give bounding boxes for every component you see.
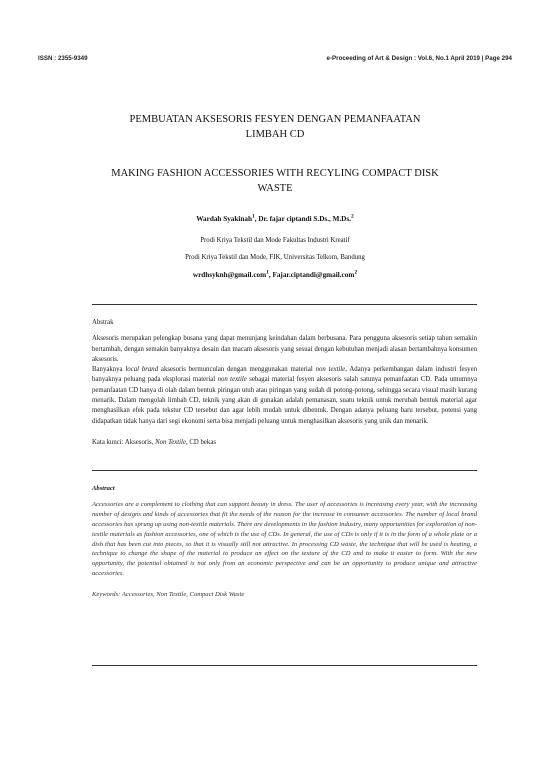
abstrak-text: , Adanya perkembangan dalam industri fesyen banyaknya peluang pada eksplorasi material	[92, 366, 477, 384]
affiliation-1: Prodi Kriya Tekstil dan Mode Fakultas Industri Kreatif	[200, 237, 350, 244]
divider-middle	[92, 470, 477, 471]
author-1: Wardah Syakinah	[196, 215, 252, 223]
divider-top	[92, 304, 477, 305]
abstract-heading: Abstract	[92, 485, 115, 492]
email-2-mark: 2	[354, 269, 358, 276]
title-en-line2: WASTE	[257, 183, 293, 194]
affiliation-2: Prodi Kriya Tekstil dan Mode, FIK, Universitas Telkom, Bandung	[185, 254, 365, 261]
abstrak-heading: Abstrak	[92, 319, 114, 326]
email-1-mark: 1	[266, 269, 269, 276]
abstrak-italic-term: non textile	[315, 366, 346, 374]
abstrak-paragraph-1: Aksesoris merupakan pelengkap busana yang dapat menunjang keindahan dalam berbusana. Para pengguna aksesoris setiap tahun semakin bertambah, dengan semakin banyaknya desain dan macam aksesoris yang sesuai dengan kebutuhan menjadi alasan bertambahnya konsumen aksesoris.	[92, 335, 477, 363]
author-separator: ,	[254, 215, 259, 223]
abstrak-paragraph-2	[92, 365, 477, 427]
abstract-section	[92, 484, 477, 600]
title-en-line1: MAKING FASHION ACCESSORIES WITH RECYLING COMPACT DISK	[111, 168, 439, 179]
abstrak-italic-term: local brand	[125, 366, 159, 374]
running-header	[38, 55, 512, 62]
kata-kunci-text: , CD bekas	[185, 438, 216, 446]
title-english	[60, 166, 490, 196]
title-id-line2: LIMBAH CD	[245, 129, 305, 140]
author-2-mark: 2	[350, 213, 354, 220]
email-line	[0, 271, 550, 279]
title-id-line1: PEMBUATAN AKSESORIS FESYEN DENGAN PEMANFAATAN	[129, 114, 421, 125]
abstract-body: Accessories are a complement to clothing that can support beauty in dress. The user of accessories is increasing every year, with the increasing number of designs and kinds of accessories that fit the needs of the reason for the increase in consumer accessories. The number of local brand accessories has sprung up using non-textile materials. There are developments in the fashion industry, many opportunities for exploration of non-textile materials as fashion accessories, one of which is the use of CDs. In general, the use of CDs is only if it is in the form of a whole plate or a dish that has been cut into pieces, so that it is visually still not attractive. In processing CD waste, the technique that will be used is heating, a technique to change the shape of the material to produce an effect on the texture of the CD and to make it easier to form. With the new opportunity, the potential obtained is not only from an economic perspective and can be an opportunity to produce unique and attractive accessories.	[92, 500, 477, 578]
kata-kunci-italic: Non Textile	[155, 438, 186, 446]
kata-kunci-text: Kata kunci: Aksesoris,	[92, 438, 156, 446]
kata-kunci	[92, 438, 477, 448]
journal-info: e-Proceeding of Art & Design : Vol.6, No.1 April 2019 | Page 294	[326, 55, 512, 62]
divider-bottom	[92, 665, 477, 666]
author-line	[0, 215, 550, 223]
abstrak-section	[92, 318, 477, 448]
abstrak-text: aksesoris bermunculan dengan menggunakan material	[158, 366, 316, 374]
email-2[interactable]: Fajar.ciptandi@gmail.com	[272, 271, 355, 279]
title-indonesian	[60, 112, 490, 142]
author-1-mark: 1	[251, 213, 255, 220]
email-1[interactable]: wrdhsyknh@gmail.com	[192, 271, 267, 279]
issn-label: ISSN : 2355-9349	[38, 55, 88, 62]
abstrak-text: sebagai material fesyen aksesoris salah satunya pemanfaatan CD. Pada umumnya pemanfaatan CD hanya di olah dalam bentuk piringan utuh atau piringan yang sudah di potong-potong, sehingga secara visual masih kurang menarik. Dalam mengolah limbah CD, teknik yang akan di gunakan adalah pemanasan, suatu teknik untuk merubah bentuk material agar menghasilkan efek pada tekstur CD tersebut dan agar lebih mudah untuk dibentuk. Dengan adanya peluang baru tersebut, potensi yang didapatkan tidak hanya dari segi ekonomi serta bisa menjadi peluang untuk menghasilkan aksesoris yang unik dan menarik.	[92, 376, 478, 425]
email-separator: ,	[268, 271, 273, 279]
abstrak-text: Banyaknya	[92, 366, 126, 374]
abstrak-italic-term: non textile	[217, 376, 247, 384]
author-2: Dr. fajar ciptandi S.Ds., M.Ds.	[258, 215, 351, 223]
keywords-english: Keywords: Accessories, Non Textile, Compact Disk Waste	[92, 591, 245, 599]
